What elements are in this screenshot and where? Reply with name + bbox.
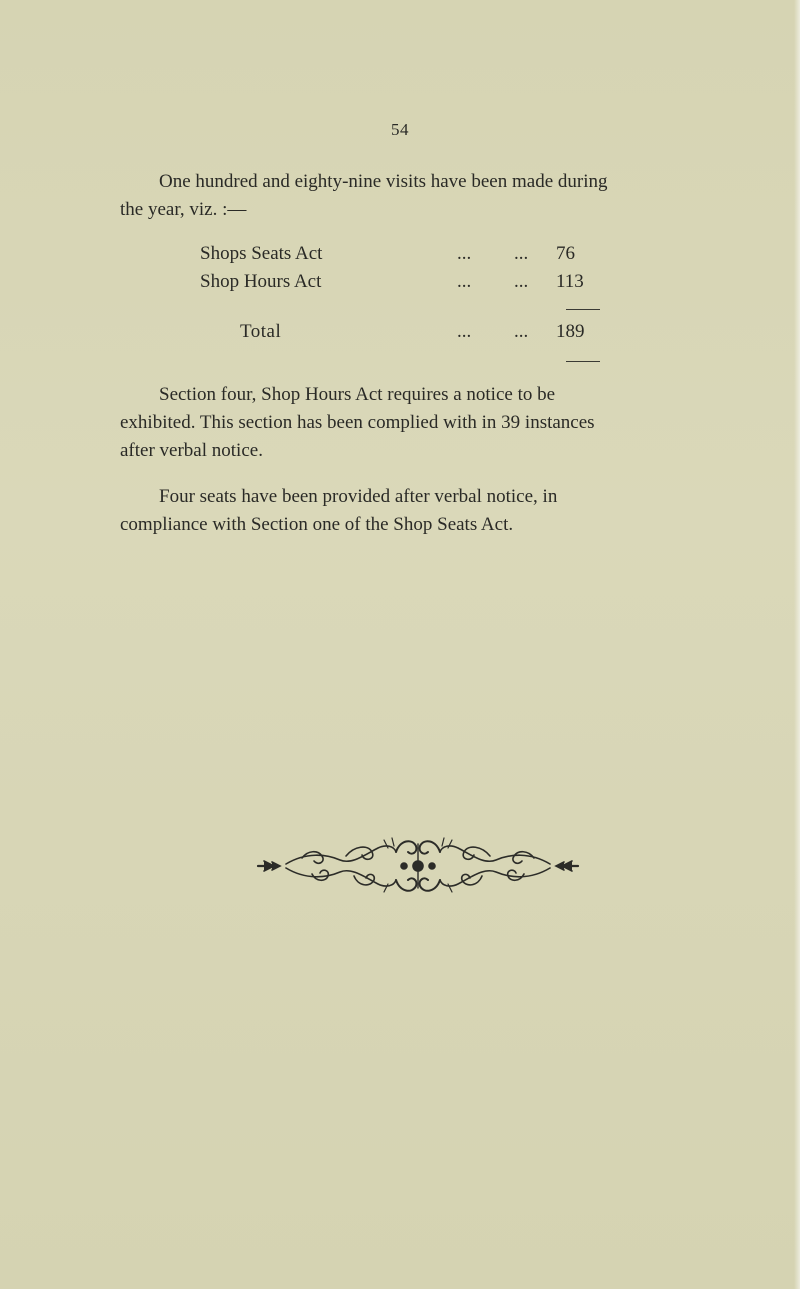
table-row — [200, 240, 600, 268]
intro-line-1: One hundred and eighty-nine visits have been made during — [159, 171, 608, 192]
section-four-line-1: Section four, Shop Hours Act requires a notice to be — [159, 384, 556, 405]
total-row — [200, 318, 600, 346]
page-edge — [794, 0, 800, 1289]
sum-rule — [566, 309, 600, 310]
seats-paragraph — [120, 483, 676, 539]
leader-dots: ... — [457, 271, 472, 292]
row-label: Shop Hours Act — [200, 271, 322, 292]
leader-dots: ... — [457, 321, 472, 342]
row-label: Shops Seats Act — [200, 243, 323, 264]
seats-line-2: compliance with Section one of the Shop Seats Act. — [120, 514, 514, 535]
intro-line-2: the year, viz. :— — [120, 199, 247, 220]
leader-dots: ... — [457, 243, 472, 264]
leader-dots: ... — [514, 271, 529, 292]
section-four-line-2: exhibited. This section has been complied with in 39 instances — [120, 412, 595, 433]
total-value: 189 — [556, 321, 585, 342]
intro-paragraph — [120, 168, 676, 224]
decorative-scroll-icon — [256, 834, 580, 898]
leader-dots: ... — [514, 321, 529, 342]
row-value: 113 — [556, 271, 584, 292]
seats-line-1: Four seats have been provided after verbal notice, in — [159, 486, 558, 507]
leader-dots: ... — [514, 243, 529, 264]
total-underline — [566, 361, 600, 362]
page-number: 54 — [391, 120, 409, 139]
section-four-paragraph — [120, 381, 676, 465]
total-label: Total — [240, 321, 282, 342]
table-row — [200, 268, 600, 296]
row-value: 76 — [556, 243, 575, 264]
section-four-line-3: after verbal notice. — [120, 440, 263, 461]
